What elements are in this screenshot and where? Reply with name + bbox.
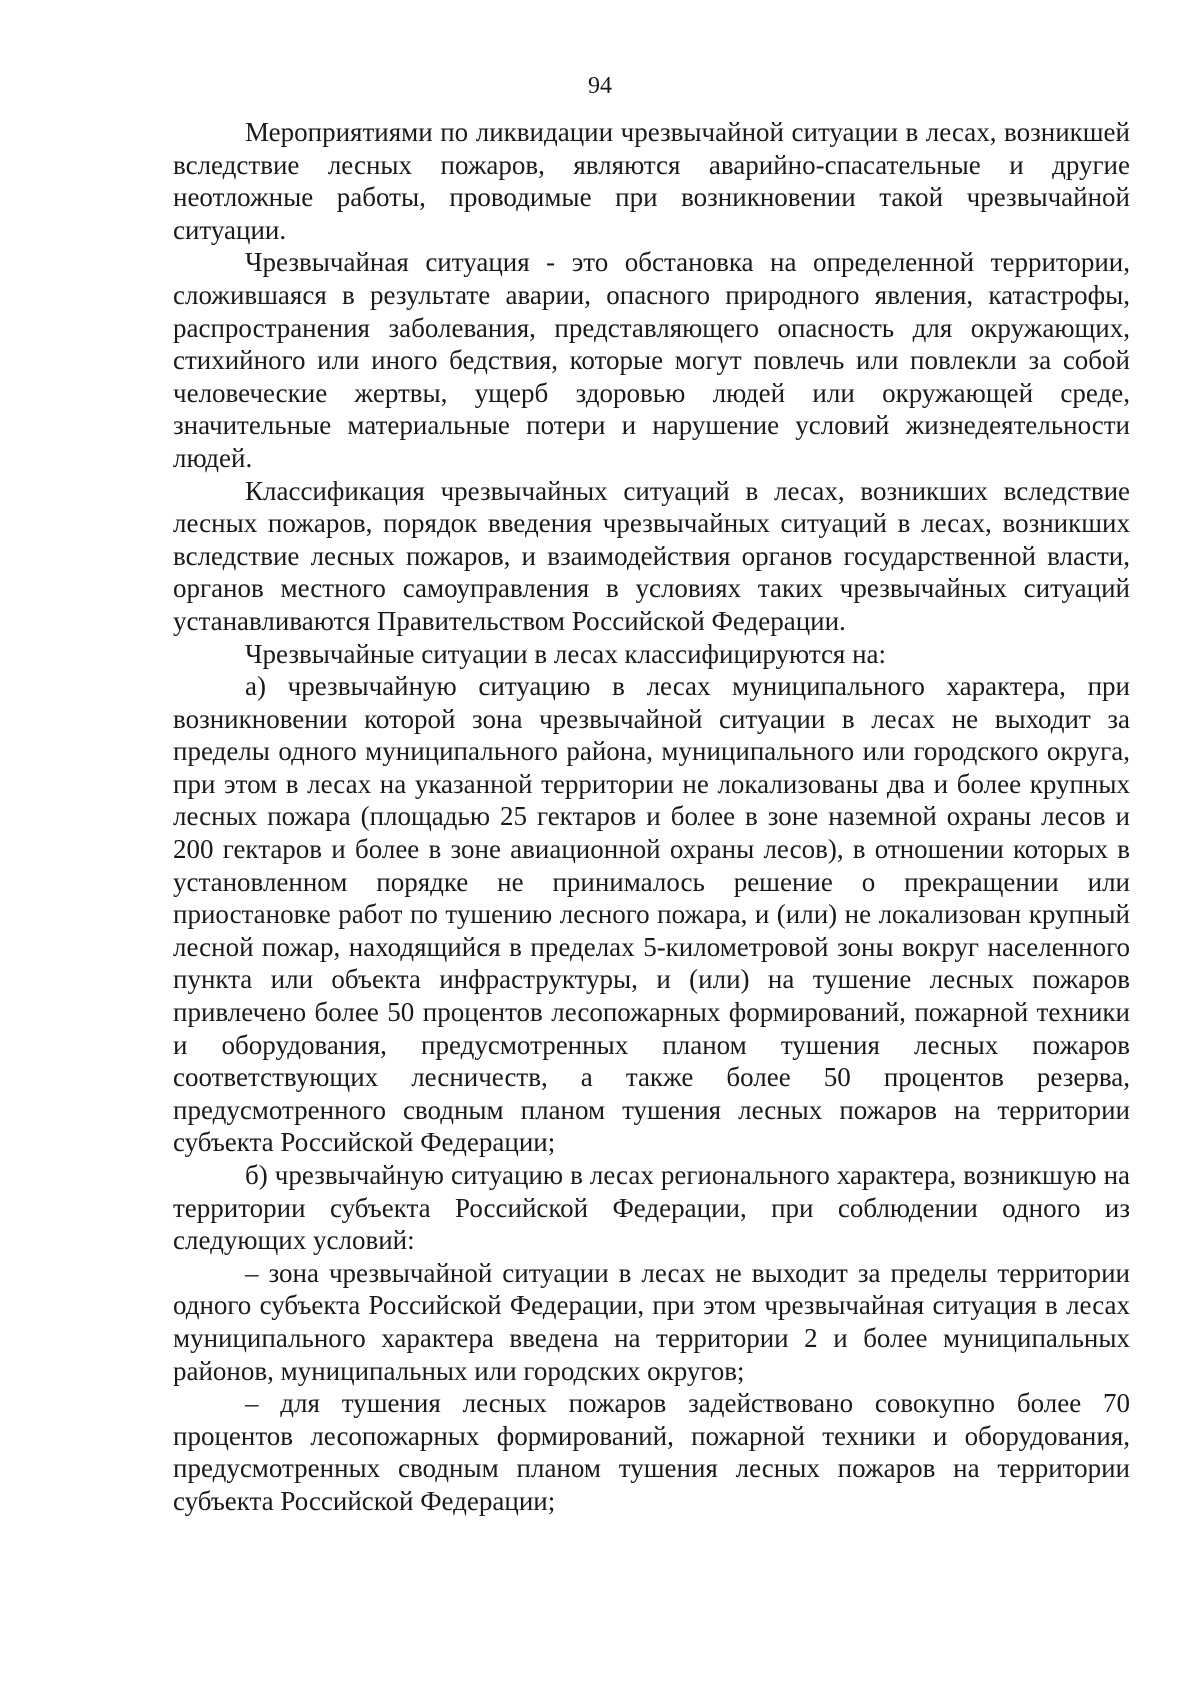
paragraph-regional-level: б) чрезвычайную ситуацию в лесах регионального характера, возникшую на территории субъекта Российской Федерации, при соблюдении одного из следующих условий:: [173, 1160, 1130, 1256]
paragraph-condition-resources: – для тушения лесных пожаров задействовано совокупно более 70 процентов лесопожарных формирований, пожарной техники и оборудования, предусмотренных сводным планом тушения лесных пожаров на территории субъекта Российской Федерации;: [173, 1388, 1130, 1516]
document-body: [173, 116, 1130, 1518]
paragraph-condition-zone: – зона чрезвычайной ситуации в лесах не выходит за пределы территории одного субъекта Российской Федерации, при этом чрезвычайная ситуация в лесах муниципального характера введена на территории 2 и более муниципальных районов, муниципальных или городских округов;: [173, 1257, 1130, 1386]
paragraph-classification-procedure: Классификация чрезвычайных ситуаций в лесах, возникших вследствие лесных пожаров, порядок введения чрезвычайных ситуаций в лесах, возникших вследствие лесных пожаров, и взаимодействия органов государственной власти, органов местного самоуправления в условиях таких чрезвычайных ситуаций устанавливаются Правительством Российской Федерации.: [173, 475, 1130, 636]
paragraph-liquidation-measures: Мероприятиями по ликвидации чрезвычайной ситуации в лесах, возникшей вследствие лесных пожаров, являются аварийно-спасательные и другие неотложные работы, проводимые при возникновении такой чрезвычайной ситуации.: [173, 117, 1130, 245]
paragraph-municipal-level: а) чрезвычайную ситуацию в лесах муниципального характера, при возникновении которой зона чрезвычайной ситуации в лесах не выходит за пределы одного муниципального района, муниципального или городского округа, при этом в лесах на указанной территории не локализованы два и более крупных лесных пожара (площадью 25 гектаров и более в зоне наземной охраны лесов и 200 гектаров и более в зоне авиационной охраны лесов), в отношении которых в установленном порядке не принималось решение о прекращении или приостановке работ по тушению лесного пожара, и (или) не локализован крупный лесной пожар, находящийся в пределах 5-километровой зоны вокруг населенного пункта или объекта инфраструктуры, и (или) на тушение лесных пожаров привлечено более 50 процентов лесопожарных формирований, пожарной техники и оборудования, предусмотренных планом тушения лесных пожаров соответствующих лесничеств, а также более 50 процентов резерва, предусмотренного сводным планом тушения лесных пожаров на территории субъекта Российской Федерации;: [173, 671, 1130, 1158]
paragraph-emergency-definition: Чрезвычайная ситуация - это обстановка на определенной территории, сложившаяся в результате аварии, опасного природного явления, катастрофы, распространения заболевания, представляющего опасность для окружающих, стихийного или иного бедствия, которые могут повлечь или повлекли за собой человеческие жертвы, ущерб здоровью людей или окружающей среде, значительные материальные потери и нарушение условий жизнедеятельности людей.: [173, 247, 1130, 473]
paragraph-classification-intro: Чрезвычайные ситуации в лесах классифицируются на:: [245, 638, 887, 669]
page-number: 94: [588, 73, 612, 99]
